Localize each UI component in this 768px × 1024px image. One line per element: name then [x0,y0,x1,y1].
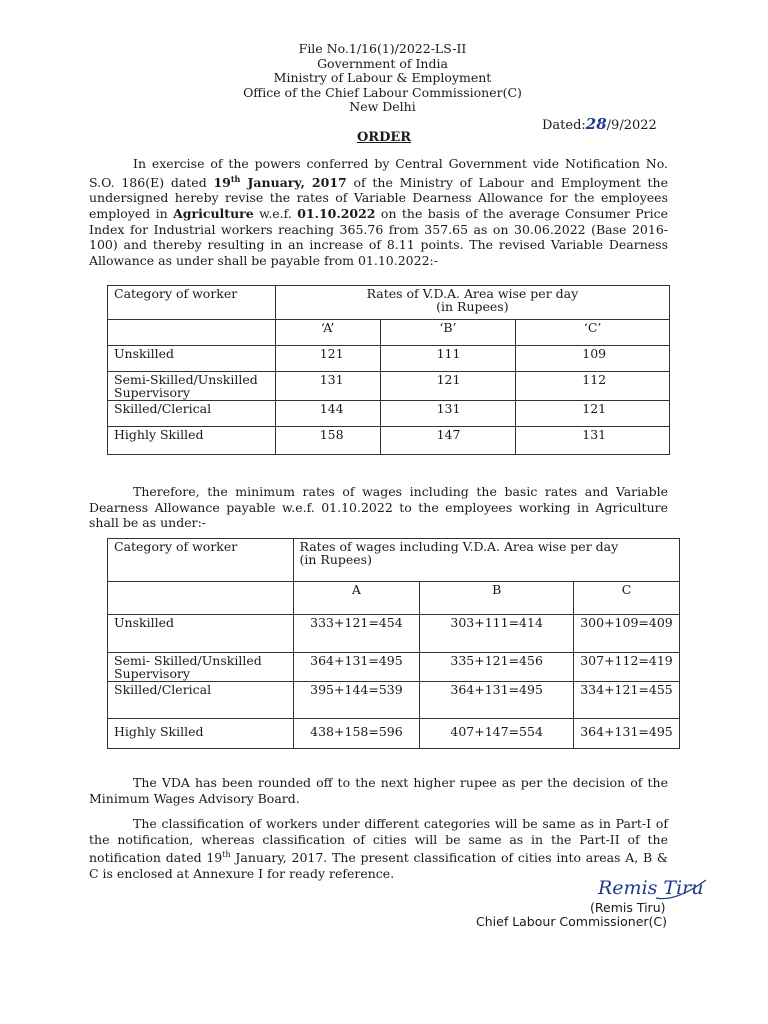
t1-area-c: ‘C’ [516,320,670,346]
t1-row-b: 147 [380,427,516,455]
t1-row-b: 131 [380,401,516,427]
t2-row-b: 364+131=495 [420,682,574,719]
paragraph-1 [89,156,668,268]
signatory-name: (Remis Tiru) [590,900,666,915]
t2-area-b: B [420,582,574,615]
t2-header-category: Category of worker [108,539,294,582]
t2-row-b: 303+111=414 [420,615,574,653]
para1-bold-date: January, 2017 [240,174,347,190]
table-row [108,682,680,719]
t1-row-category: Semi-Skilled/Unskilled Supervisory [108,372,276,401]
para2-text: Therefore, the minimum rates of wages including the basic rates and Variable Dearness Allowance payable w.e.f. 01.10.2022 to the employees working in Agriculture shall be as under:- [89,484,668,531]
t2-row-category: Unskilled [108,615,294,653]
t2-row-c: 364+131=495 [573,719,679,749]
signature-text: Remis Tiru [598,877,704,899]
t2-area-a: A [293,582,420,615]
t1-row-b: 121 [380,372,516,401]
t2-row-c: 300+109=409 [573,615,679,653]
office-line: Office of the Chief Labour Commissioner(C) [243,84,522,100]
t2-row-a: 438+158=596 [293,719,420,749]
t2-row-category: Semi- Skilled/Unskilled Supervisory [108,653,294,682]
t2-row-category: Highly Skilled [108,719,294,749]
para4-text-1: The classification of workers under different categories will be same as in Part-I of the notification, whereas classification of cities will be same as in the Part-II of the notification dated 19 [89,816,668,866]
signatory-title: Chief Labour Commissioner(C) [476,914,668,929]
t1-row-c: 121 [516,401,670,427]
para1-text-4: on the basis of the average Consumer Price Index for Industrial workers reaching 365.76 from 357.65 as on 30.06.2022 (Base 2016-100) and thereby resulting in an increase of 8.11 points. The revised Variable Dearness Allowance as under shall be payable from 01.10.2022:- [89,205,668,268]
t1-row-a: 131 [275,372,380,401]
para1-bold-sector: Agriculture [173,205,254,221]
para1-sup: th [230,173,241,184]
t2-row-a: 333+121=454 [293,615,420,653]
para3-text: The VDA has been rounded off to the next higher rupee as per the decision of the Minimum Wages Advisory Board. [89,775,668,806]
para4-sup: th [222,850,231,860]
t2-header-rates-line1: Rates of wages including V.D.A. Area wise per day [299,539,619,554]
t1-row-b: 111 [380,346,516,372]
para4-text-2: January, 2017. The present classification of cities into areas A, B & C is enclosed at Annexure I for ready reference. [89,850,668,881]
city-line: New Delhi [349,99,416,114]
file-number: File No.1/16(1)/2022-LS-II [298,41,467,56]
t1-header-category: Category of worker [108,286,276,320]
government-line: Government of India [317,55,448,71]
t1-header-rates [275,286,669,320]
table-row [108,653,680,682]
t1-header-rates-line1: Rates of V.D.A. Area wise per day [366,286,579,301]
t1-blank-cell [108,320,276,346]
t1-area-a: ‘A’ [275,320,380,346]
t1-row-category: Skilled/Clerical [108,401,276,427]
paragraph-4 [89,816,668,882]
t2-header-rates [293,539,679,582]
t2-row-a: 364+131=495 [293,653,420,682]
t1-row-category: Unskilled [108,346,276,372]
t2-blank-cell [108,582,294,615]
paragraph-2 [89,484,668,531]
t2-row-c: 307+112=419 [573,653,679,682]
t2-row-a: 395+144=539 [293,682,420,719]
t2-row-category: Skilled/Clerical [108,682,294,719]
para1-text-1: In exercise of the powers conferred by Central Government vide Notification No. S.O. 186(E) dated [89,156,668,190]
para1-text-2: of the Ministry of Labour and Employment the undersigned hereby revise the rates of Variable Dearness Allowance for the employees employed in [89,174,668,221]
para1-text-3: w.e.f. [253,205,298,221]
table-row [108,372,670,401]
table-row [108,346,670,372]
t2-area-c: C [573,582,679,615]
t1-row-a: 158 [275,427,380,455]
order-title: ORDER [356,130,412,145]
t1-row-c: 131 [516,427,670,455]
date-day-handwritten: 28 [585,115,607,133]
paragraph-3 [89,775,668,806]
t1-header-rates-line2: (in Rupees) [436,299,509,314]
ministry-line: Ministry of Labour & Employment [273,70,492,85]
table-row [108,615,680,653]
para1-bold-effective-date: 01.10.2022 [297,205,376,221]
t2-row-c: 334+121=455 [573,682,679,719]
t1-row-a: 121 [275,346,380,372]
t1-row-c: 112 [516,372,670,401]
document-header [0,42,768,115]
date-label: Dated: [542,118,586,133]
t1-row-a: 144 [275,401,380,427]
table-row [108,427,670,455]
t2-row-b: 335+121=456 [420,653,574,682]
t2-header-rates-line2: (in Rupees) [299,552,372,567]
t2-row-b: 407+147=554 [420,719,574,749]
t1-row-c: 109 [516,346,670,372]
t1-row-category: Highly Skilled [108,427,276,455]
minimum-wages-table [107,538,680,749]
table-row [108,719,680,749]
para1-bold-day: 19 [213,174,231,190]
table-row [108,401,670,427]
vda-rates-table [107,285,670,455]
date-rest: /9/2022 [606,118,657,133]
t1-area-b: ‘B’ [380,320,516,346]
